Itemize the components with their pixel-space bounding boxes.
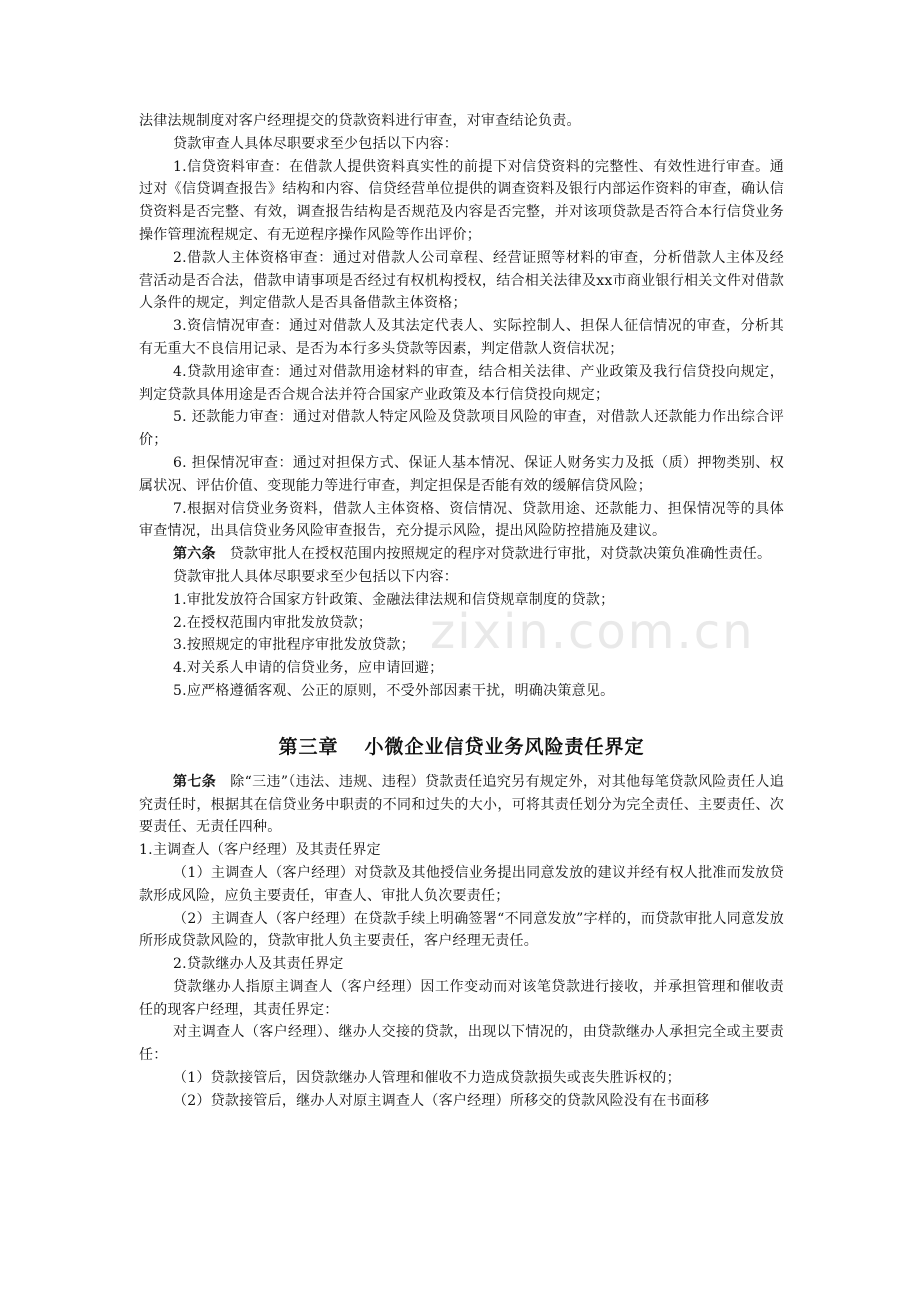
article-7 bbox=[139, 771, 784, 839]
article-6-label: 第六条 bbox=[173, 546, 216, 563]
list-item-review-2: 2.借款人主体资格审查：通过对借款人公司章程、经营证照等材料的审查，分析借款人主体及经营活动是否合法，借款申请事项是否经过有权机构授权，结合相关法律及xx市商业银行相关文件对借款人条件的规定，判定借款人是否具备借款主体资格； bbox=[139, 249, 784, 312]
list-item-approve-2: 2.在授权范围内审批发放贷款； bbox=[173, 614, 373, 631]
list-item-approve-5: 5.应严格遵循客观、公正的原则，不受外部因素干扰，明确决策意见。 bbox=[173, 682, 615, 699]
subsection-1-item-2: （2）主调查人（客户经理）在贷款手续上明确签署“不同意发放”字样的，而贷款审批人同意发放所形成贷款风险的，贷款审批人负主要责任，客户经理无责任。 bbox=[139, 910, 784, 950]
subsection-2-item-1: （1）贷款接管后，因贷款继办人管理和催收不力造成贷款损失或丧失胜诉权的； bbox=[173, 1070, 681, 1087]
list-item-review-4: 4.贷款用途审查：通过对借款用途材料的审查，结合相关法律、产业政策及我行信贷投向规定，判定贷款具体用途是否合规合法并符合国家产业政策及本行信贷投向规定； bbox=[139, 363, 784, 403]
list-item-approve-4: 4.对关系人申请的信贷业务，应申请回避； bbox=[173, 660, 444, 677]
watermark: zixin.com.cn bbox=[430, 604, 755, 660]
list-item-approve-3: 3.按照规定的审批程序审批发放贷款； bbox=[173, 637, 415, 654]
article-7-text: 除“三违”（违法、违规、违程）贷款责任追究另有规定外，对其他每笔贷款风险责任人追究责任时，根据其在信贷业务中职责的不同和过失的大小，可将其责任划分为完全责任、主要责任、次要责任、无责任四种。 bbox=[139, 773, 785, 836]
subsection-2-item-2: （2）贷款接管后，继办人对原主调查人（客户经理）所移交的贷款风险没有在书面移 bbox=[173, 1092, 710, 1109]
chapter-title: 小微企业信贷业务风险责任界定 bbox=[364, 735, 645, 758]
subsection-2-lead: 对主调查人（客户经理）、继办人交接的贷款，出现以下情况的，由贷款继办人承担完全或主要责任： bbox=[139, 1024, 784, 1064]
subsection-1-title: 1.主调查人（客户经理）及其责任界定 bbox=[139, 842, 381, 859]
subsection-2-definition: 贷款继办人指原主调查人（客户经理）因工作变动而对该笔贷款进行接收，并承担管理和催收责任的现客户经理，其责任界定： bbox=[139, 978, 784, 1018]
article-6-text: 贷款审批人在授权范围内按照规定的程序对贷款进行审批，对贷款决策负准确性责任。 bbox=[229, 546, 772, 563]
list-item-review-5: 5. 还款能力审查：通过对借款人特定风险及贷款项目风险的审查，对借款人还款能力作出综合评价； bbox=[139, 409, 784, 449]
paragraph-review-duties-intro: 贷款审查人具体尽职要求至少包括以下内容： bbox=[173, 135, 458, 152]
paragraph-continuation: 法律法规制度对客户经理提交的贷款资料进行审查，对审查结论负责。 bbox=[139, 113, 581, 129]
list-item-approve-1: 1.审批发放符合国家方针政策、金融法律法规和信贷规章制度的贷款； bbox=[173, 591, 615, 608]
list-item-review-1: 1.信贷资料审查：在借款人提供资料真实性的前提下对信贷资料的完整性、有效性进行审查。通过对《信贷调查报告》结构和内容、信贷经营单位提供的调查资料及银行内部运作资料的审查，确认信贷资料是否完整、有效，调查报告结构是否规范及内容是否完整，并对该项贷款是否符合本行信贷业务操作管理流程规定、有无逆程序操作风险等作出评价； bbox=[139, 158, 784, 243]
document-page bbox=[139, 110, 784, 1113]
article-7-label: 第七条 bbox=[173, 773, 217, 790]
list-item-review-6: 6. 担保情况审查：通过对担保方式、保证人基本情况、保证人财务实力及抵（质）押物类别、权属状况、评估价值、变现能力等进行审查，判定担保是否能有效的缓解信贷风险； bbox=[139, 454, 784, 494]
subsection-1-item-1: （1）主调查人（客户经理）对贷款及其他授信业务提出同意发放的建议并经有权人批准而发放贷款形成风险，应负主要责任，审查人、审批人负次要责任； bbox=[139, 864, 784, 904]
list-item-review-7: 7.根据对信贷业务资料，借款人主体资格、资信情况、贷款用途、还款能力、担保情况等的具体审查情况，出具信贷业务风险审查报告，充分提示风险，提出风险防控措施及建议。 bbox=[139, 500, 784, 540]
chapter-heading bbox=[139, 733, 784, 761]
subsection-2-title: 2.贷款继办人及其责任界定 bbox=[173, 956, 344, 973]
article-6-intro: 贷款审批人具体尽职要求至少包括以下内容： bbox=[173, 568, 458, 585]
chapter-number: 第三章 bbox=[278, 735, 339, 758]
list-item-review-3: 3.资信情况审查：通过对借款人及其法定代表人、实际控制人、担保人征信情况的审查，分析其有无重大不良信用记录、是否为本行多头贷款等因素，判定借款人资信状况； bbox=[139, 318, 784, 357]
article-6 bbox=[139, 543, 784, 566]
